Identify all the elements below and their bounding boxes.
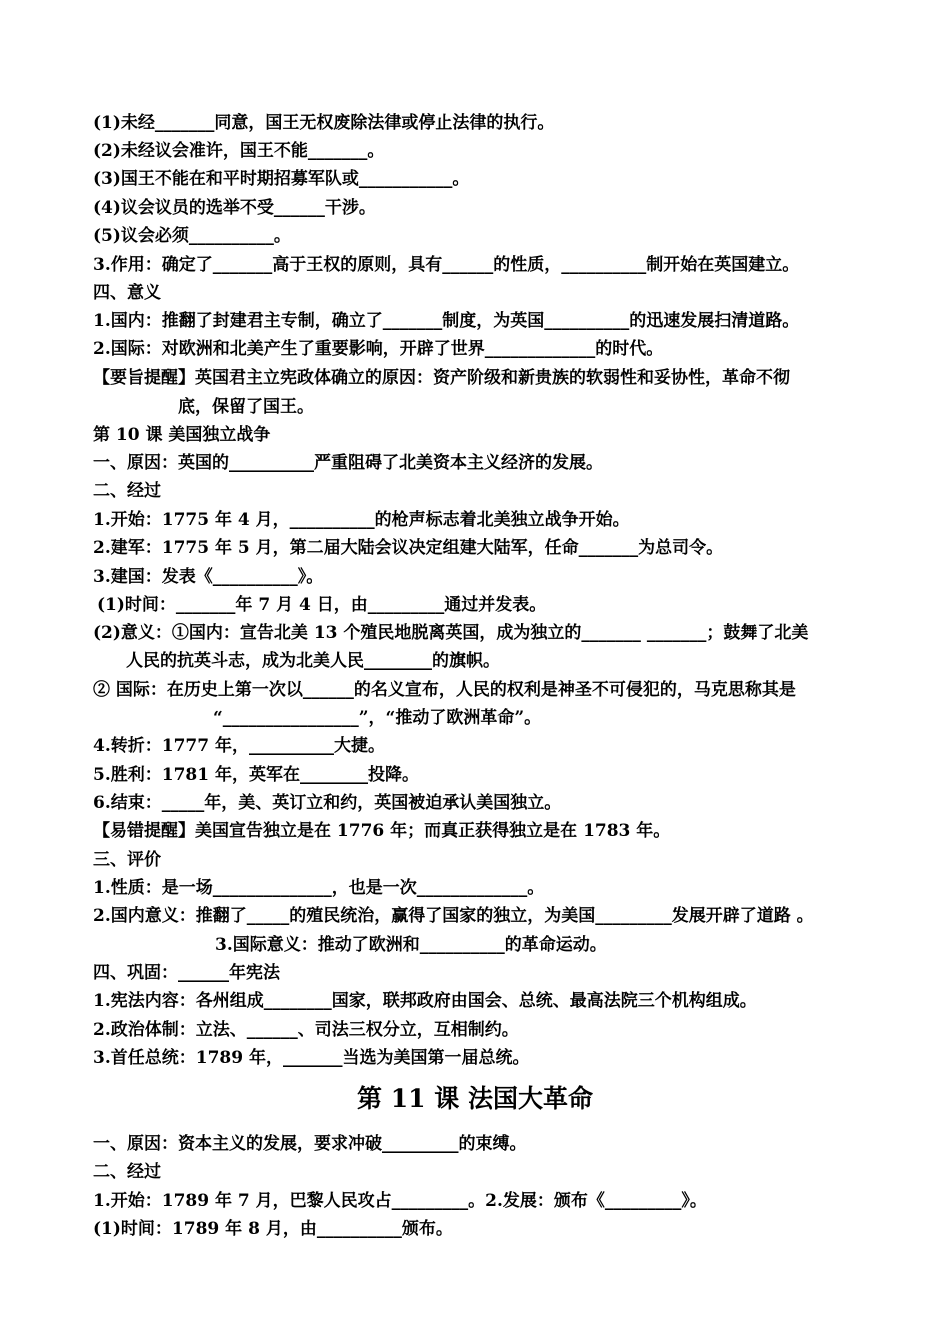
text-line: (3)国王不能在和平时期招募军队或___________。: [93, 169, 470, 189]
text-line: “________________”，“推动了欧洲革命”。: [213, 708, 542, 728]
text-line: 6.结束：_____年，美、英订立和约，英国被迫承认美国独立。: [93, 793, 562, 813]
text-line: 2.国内意义：推翻了_____的殖民统治，赢得了国家的独立，为美国_________发展开辟了道路 。: [93, 906, 814, 926]
text-line: (2)未经议会准许，国王不能_______。: [93, 141, 385, 161]
section-heading: 二、经过: [93, 481, 161, 501]
section-heading: 四、意义: [93, 283, 161, 303]
text-line: (5)议会必须__________。: [93, 226, 291, 246]
text-line: 2.政治体制：立法、______、司法三权分立，互相制约。: [93, 1020, 519, 1040]
text-line: (1)未经_______同意，国王无权废除法律或停止法律的执行。: [93, 113, 555, 133]
text-line: 3.国际意义：推动了欧洲和__________的革命运动。: [215, 935, 607, 955]
text-line: 3.建国：发表《__________》。: [93, 567, 324, 587]
text-line: 3.作用：确定了_______高于王权的原则，具有______的性质，__________制开始在英国建立。: [93, 255, 800, 275]
text-line: 1.性质：是一场______________，也是一次_____________。: [93, 878, 545, 898]
text-line: 3.首任总统：1789 年，_______当选为美国第一届总统。: [93, 1048, 530, 1068]
lesson-heading: 第 11 课 法国大革命: [357, 1084, 593, 1113]
text-line: 一、原因：资本主义的发展，要求冲破_________的束缚。: [93, 1134, 527, 1154]
text-line: 2.建军：1775 年 5 月，第二届大陆会议决定组建大陆军，任命_______为总司令。: [93, 538, 724, 558]
text-line: 1.开始：1775 年 4 月，__________的枪声标志着北美独立战争开始。: [93, 510, 630, 530]
lesson-title: 第 10 课 美国独立战争: [93, 425, 271, 445]
text-line: 一、原因：英国的__________严重阻碍了北美资本主义经济的发展。: [93, 453, 603, 473]
text-line: 2.国际：对欧洲和北美产生了重要影响，开辟了世界_____________的时代。: [93, 339, 664, 359]
text-line: 5.胜利：1781 年，英军在________投降。: [93, 765, 419, 785]
section-heading: 三、评价: [93, 850, 161, 870]
text-line: (1)时间：1789 年 8 月，由__________颁布。: [93, 1219, 453, 1239]
text-line: (2)意义：①国内：宣告北美 13 个殖民地脱离英国，成为独立的_______ _______；鼓舞了北美: [93, 623, 809, 643]
section-heading: 四、巩固：______年宪法: [93, 963, 280, 983]
tip-line-cont: 底，保留了国王。: [178, 397, 314, 417]
section-heading: 二、经过: [93, 1162, 161, 1182]
tip-line: 【易错提醒】美国宣告独立是在 1776 年；而真正获得独立是在 1783 年。: [93, 821, 671, 841]
text-line: ② 国际：在历史上第一次以______的名义宣布，人民的权利是神圣不可侵犯的，马克思称其是: [93, 680, 796, 700]
text-line: (4)议会议员的选举不受______干涉。: [93, 198, 376, 218]
text-line: 4.转折：1777 年，__________大捷。: [93, 736, 385, 756]
text-line: 人民的抗英斗志，成为北美人民________的旗帜。: [126, 651, 500, 671]
text-line: (1)时间：_______年 7 月 4 日，由_________通过并发表。: [97, 595, 547, 615]
text-line: 1.国内：推翻了封建君主专制，确立了_______制度，为英国__________的迅速发展扫清道路。: [93, 311, 800, 331]
tip-line: 【要旨提醒】英国君主立宪政体确立的原因：资产阶级和新贵族的软弱性和妥协性，革命不彻: [93, 368, 790, 388]
text-line: 1.开始：1789 年 7 月，巴黎人民攻占_________。2.发展：颁布《_________》。: [93, 1191, 707, 1211]
text-line: 1.宪法内容：各州组成________国家，联邦政府由国会、总统、最高法院三个机构组成。: [93, 991, 757, 1011]
